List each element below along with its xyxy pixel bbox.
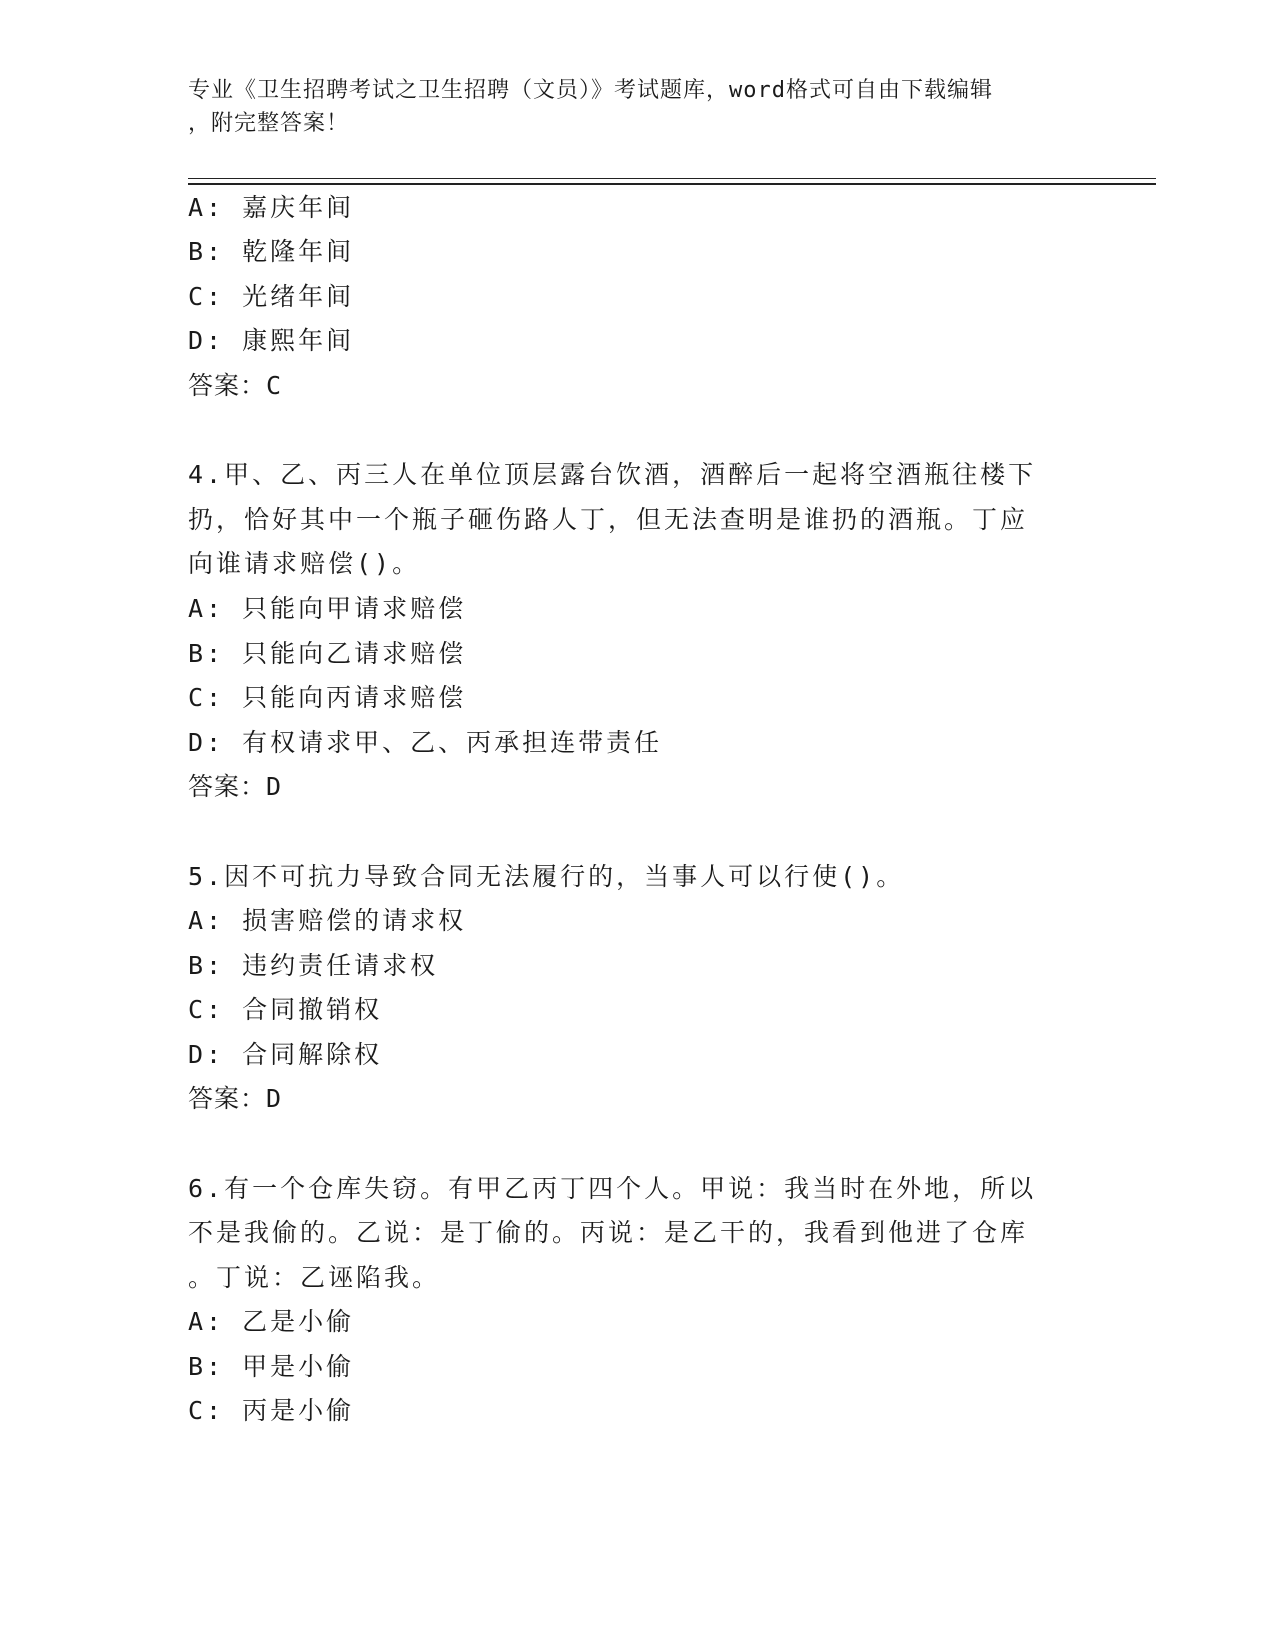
- header-line-1: 专业《卫生招聘考试之卫生招聘（文员）》考试题库，word格式可自由下载编辑: [188, 78, 993, 103]
- question-text-line-2: 扔，恰好其中一个瓶子砸伤路人丁，但无法查明是谁扔的酒瓶。丁应: [188, 505, 1029, 534]
- option-d: D: 有权请求甲、乙、丙承担连带责任: [188, 728, 663, 757]
- option-a: A: 损害赔偿的请求权: [188, 906, 467, 935]
- question-text-line-1: 5.因不可抗力导致合同无法履行的，当事人可以行使()。: [188, 862, 905, 891]
- header-divider-thin: [188, 178, 1156, 179]
- option-b: B: 甲是小偷: [188, 1352, 355, 1381]
- question-text-line-1: 4.甲、乙、丙三人在单位顶层露台饮酒，酒醉后一起将空酒瓶往楼下: [188, 460, 1037, 489]
- question-text-line-1: 6.有一个仓库失窃。有甲乙丙丁四个人。甲说：我当时在外地，所以: [188, 1174, 1037, 1203]
- option-b: B: 乾隆年间: [188, 237, 355, 266]
- question-text-line-3: 向谁请求赔偿()。: [188, 549, 421, 578]
- option-a: A: 乙是小偷: [188, 1307, 355, 1336]
- option-c: C: 光绪年间: [188, 282, 355, 311]
- document-header: [188, 74, 1068, 140]
- option-b: B: 违约责任请求权: [188, 951, 439, 980]
- question-text-line-2: 不是我偷的。乙说：是丁偷的。丙说：是乙干的，我看到他进了仓库: [188, 1218, 1029, 1247]
- header-divider-thick: [188, 183, 1156, 185]
- option-c: C: 丙是小偷: [188, 1396, 355, 1425]
- option-d: D: 康熙年间: [188, 326, 355, 355]
- option-c: C: 合同撤销权: [188, 995, 383, 1024]
- option-a: A: 嘉庆年间: [188, 193, 355, 222]
- question-text-line-3: 。丁说：乙诬陷我。: [188, 1263, 441, 1292]
- header-line-2: ，附完整答案！: [188, 111, 350, 136]
- option-c: C: 只能向丙请求赔偿: [188, 683, 467, 712]
- answer-label: 答案：D: [188, 772, 283, 801]
- option-d: D: 合同解除权: [188, 1040, 383, 1069]
- answer-label: 答案：D: [188, 1084, 283, 1113]
- answer-label: 答案：C: [188, 371, 283, 400]
- option-a: A: 只能向甲请求赔偿: [188, 594, 467, 623]
- option-b: B: 只能向乙请求赔偿: [188, 639, 467, 668]
